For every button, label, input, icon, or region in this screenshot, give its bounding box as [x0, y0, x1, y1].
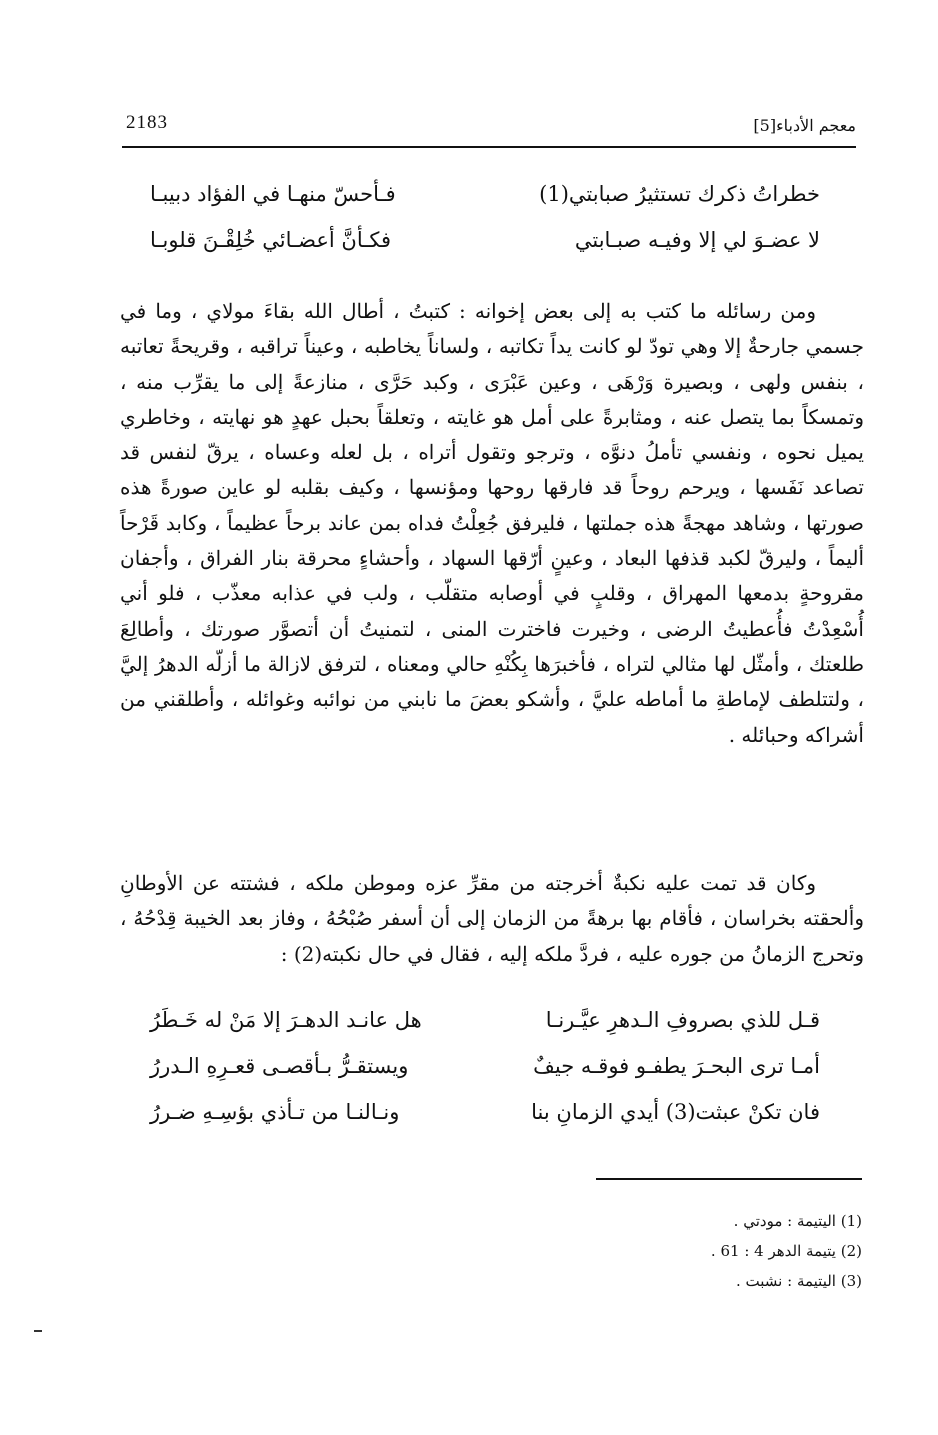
- footnote: (3) اليتيمة : نشبت .: [736, 1272, 862, 1290]
- verse-second-hemistich: فكـأنَّ أعضـائي خُلِقْـنَ قلوبـا: [150, 228, 392, 252]
- verse-second-hemistich: فـأحسّ منهـا في الفؤاد دبيبـا: [150, 182, 396, 206]
- verse-second-hemistich: ونـالنـا من تـأذي بؤسِـهِ ضـررُ: [150, 1100, 400, 1124]
- paragraph: ومن رسائله ما كتب به إلى بعض إخوانه : كتبتُ ، أطال الله بقاءَ مولاي ، وما في جسمي جارحةٌ إلا وهي تودّ لو كانت يداً تكاتبه ، ولساناً يخاطبه ، وعيناً تراقبه ، وقريحةً تعاتبه ، بنفس ولهى ، وبصيرة وَرْهَى ، وعين عَبْرَى ، وكبد حَرَّى ، منازعةً إلى ما يقرِّب منه ، وتمسكاً بما يتصل عنه ، ومثابرةً على أمل هو غايته ، وتعلقاً بحبل عهدٍ هو نهايته ، وخاطري يميل نحوه ، ونفسي تأملُ دنوَّه ، وترجو وتقول أتراه ، بل لعله وعساه ، يرقّ لنفس قد تصاعد نَفَسها ، ويرحم روحاً قد فارقها روحها ومؤنسها ، وكيف بقلبه لو عاين صورةً هذه صورتها ، وشاهد مهجةً هذه جملتها ، فليرفق جُعِلْتُ فداه بمن عاند برحاً عظيماً ، وكابد قَرْحاً أليماً ، وليرقّ لكبد قذفها البعاد ، وعينٍ أرّقها السهاد ، وأحشاءٍ محرقة بنار الفراق ، وأجفان مقروحةٍ بدمعها المهراق ، وقلبٍ في أوصابه متقلّب ، ولب في عذابه معذّب ، فلو أني أُسْعِدْتُ فأُعطيتُ الرضى ، وخيرت فاخترت المنى ، لتمنيتُ أن أتصوَّر صورتك ، وأطالِعَ طلعتك ، وأمثّل لها مثالي لتراه ، فأخبرَها بِكُنْهِ حالي ومعناه ، لترفق لازالة ما أزلّه الدهرُ إليَّ ، ولتتلطف لإماطةِ ما أماطه عليَّ ، وأشكو بعضَ ما نابني من نوائبه وغوائله ، وأطلقني من أشراكه وحبائله .: [120, 299, 865, 747]
- margin-mark: [34, 1330, 42, 1332]
- verse-first-hemistich: أمـا ترى البحـرَ يطفـو فوقـه جيفٌ: [533, 1054, 820, 1078]
- verse-block-top: [150, 182, 820, 274]
- running-head: معجم الأدباء[5]: [753, 116, 856, 135]
- footnote-rule: [596, 1178, 862, 1180]
- verse-first-hemistich: لا عضـوَ لي إلا وفيـه صبـابتي: [574, 228, 820, 252]
- verse-first-hemistich: قـل للذي بصروفِ الـدهرِ عيَّـرنـا: [545, 1008, 820, 1032]
- header-rule: [122, 146, 856, 148]
- verse-row: [150, 1100, 820, 1146]
- footnotes: [500, 1206, 862, 1296]
- verse-row: [150, 1008, 820, 1054]
- verse-row: [150, 182, 820, 228]
- paragraph: وكان قد تمت عليه نكبةٌ أخرجته من مقرِّ عزه وموطن ملكه ، فشتته عن الأوطانِ وألحقته بخراسان ، فأقام بها برهةً من الزمان إلى أن أسفر صُبْحُهُ ، وفاز بعد الخيبة قِدْحُهُ ، وتحرج الزمانُ من جوره عليه ، فردَّ ملكه إليه ، فقال في حال نكبته(2) :: [120, 871, 864, 966]
- verse-second-hemistich: هل عانـد الدهـرَ إلا مَنْ له خَـطَرُ: [150, 1008, 422, 1032]
- verse-second-hemistich: ويستقـرُّ بـأقصـى قعـرِهِ الـدررُ: [150, 1054, 409, 1078]
- footnote: (1) اليتيمة : مودتي .: [733, 1212, 862, 1230]
- prose-block-2: [120, 866, 864, 972]
- verse-block-bottom: [150, 1008, 820, 1146]
- verse-first-hemistich: فان تكنْ عبثت(3) أيدي الزمانِ بنا: [531, 1100, 820, 1124]
- prose-block-1: [120, 294, 864, 753]
- verse-row: [150, 228, 820, 274]
- verse-first-hemistich: خطراتُ ذكرك تستثيرُ صبابتي(1): [539, 182, 820, 206]
- verse-row: [150, 1054, 820, 1100]
- page-number: 2183: [126, 112, 168, 133]
- footnote: (2) يتيمة الدهر 4 : 61 .: [710, 1242, 862, 1260]
